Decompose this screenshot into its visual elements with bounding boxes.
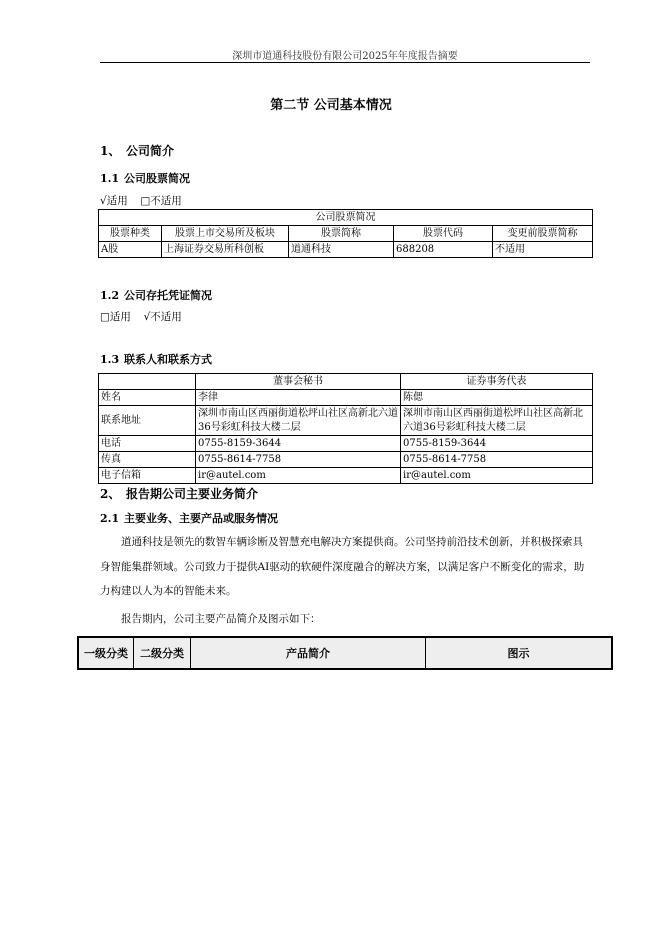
table-cell: 0755-8159-3644 xyxy=(196,436,401,452)
section-title: 第二节 公司基本情况 xyxy=(270,98,392,113)
table-header-cell: 股票种类 xyxy=(99,226,162,242)
business-paragraph: 道通科技是领先的数智车辆诊断及智慧充电解决方案提供商。公司坚持前沿技术创新，并积极探索具身智能集群领域。公司致力于提供AI驱动的软硬件深度融合的解决方案，以满足客户不断变化的需求，助力构建以人为本的智能未来。 xyxy=(100,536,585,597)
option-applicable: □适用 xyxy=(100,311,131,323)
table-header-cell: 董事会秘书 xyxy=(196,374,401,390)
depositary-applicability xyxy=(100,309,182,324)
stock-applicability xyxy=(100,193,182,208)
heading-text: 主要业务、主要产品或服务情况 xyxy=(124,512,278,525)
heading-text: 公司简介 xyxy=(126,144,175,158)
table-cell: ir@autel.com xyxy=(196,468,401,484)
heading-depositary-receipts xyxy=(100,287,212,303)
heading-stock-overview xyxy=(100,170,190,186)
heading-number: 1.1 xyxy=(100,172,120,185)
heading-number: 1、 xyxy=(100,144,121,158)
heading-text: 公司股票简况 xyxy=(124,172,190,185)
row-label: 姓名 xyxy=(99,390,196,406)
table-cell: ir@autel.com xyxy=(401,468,593,484)
table-cell: 0755-8614-7758 xyxy=(401,452,593,468)
stock-table xyxy=(98,209,593,258)
row-label: 联系地址 xyxy=(99,406,196,436)
table-cell: 0755-8159-3644 xyxy=(401,436,593,452)
heading-number: 1.2 xyxy=(100,289,120,302)
option-not-applicable: √不适用 xyxy=(143,311,182,323)
table-header-cell: 股票简称 xyxy=(289,226,394,242)
table-cell: 688208 xyxy=(394,242,493,258)
row-label: 电话 xyxy=(99,436,196,452)
heading-contacts xyxy=(100,351,212,367)
contact-table xyxy=(98,373,593,484)
header-rule xyxy=(100,62,590,63)
table-cell: 上海证券交易所科创板 xyxy=(162,242,289,258)
table-cell: 0755-8614-7758 xyxy=(196,452,401,468)
table-cell: 不适用 xyxy=(493,242,593,258)
option-applicable: √适用 xyxy=(100,195,128,207)
table-header-cell: 股票代码 xyxy=(394,226,493,242)
table-header-cell: 二级分类 xyxy=(134,637,191,669)
table-header-cell: 变更前股票简称 xyxy=(493,226,593,242)
heading-number: 1.3 xyxy=(100,353,120,366)
page-header: 深圳市道通科技股份有限公司2025年年度报告摘要 xyxy=(232,51,458,62)
table-cell: A股 xyxy=(99,242,162,258)
product-table xyxy=(77,636,613,670)
heading-text: 公司存托凭证简况 xyxy=(124,289,212,302)
table-cell: 深圳市南山区西丽街道松坪山社区高新北六道36号彩虹科技大楼二层 xyxy=(401,406,593,436)
table-header-cell: 图示 xyxy=(426,637,613,669)
intro-paragraph: 报告期内，公司主要产品简介及图示如下： xyxy=(121,613,321,625)
option-not-applicable: □不适用 xyxy=(140,195,182,207)
heading-company-intro xyxy=(100,142,174,159)
row-label: 电子信箱 xyxy=(99,468,196,484)
heading-business-overview xyxy=(100,485,258,502)
table-cell: 道通科技 xyxy=(289,242,394,258)
table-header-cell: 股票上市交易所及板块 xyxy=(162,226,289,242)
table-header-cell: 产品简介 xyxy=(191,637,426,669)
table-cell: 李律 xyxy=(196,390,401,406)
heading-text: 联系人和联系方式 xyxy=(124,353,212,366)
heading-main-business xyxy=(100,510,278,526)
heading-number: 2、 xyxy=(100,487,121,501)
row-label: 传真 xyxy=(99,452,196,468)
table-cell: 深圳市南山区西丽街道松坪山社区高新北六道36号彩虹科技大楼二层 xyxy=(196,406,401,436)
table-header-cell: 证券事务代表 xyxy=(401,374,593,390)
heading-number: 2.1 xyxy=(100,512,120,525)
table-cell: 陈偲 xyxy=(401,390,593,406)
table-header-cell: 一级分类 xyxy=(78,637,134,669)
stock-table-caption: 公司股票简况 xyxy=(99,210,593,226)
table-corner-cell xyxy=(99,374,196,390)
heading-text: 报告期公司主要业务简介 xyxy=(126,487,259,501)
